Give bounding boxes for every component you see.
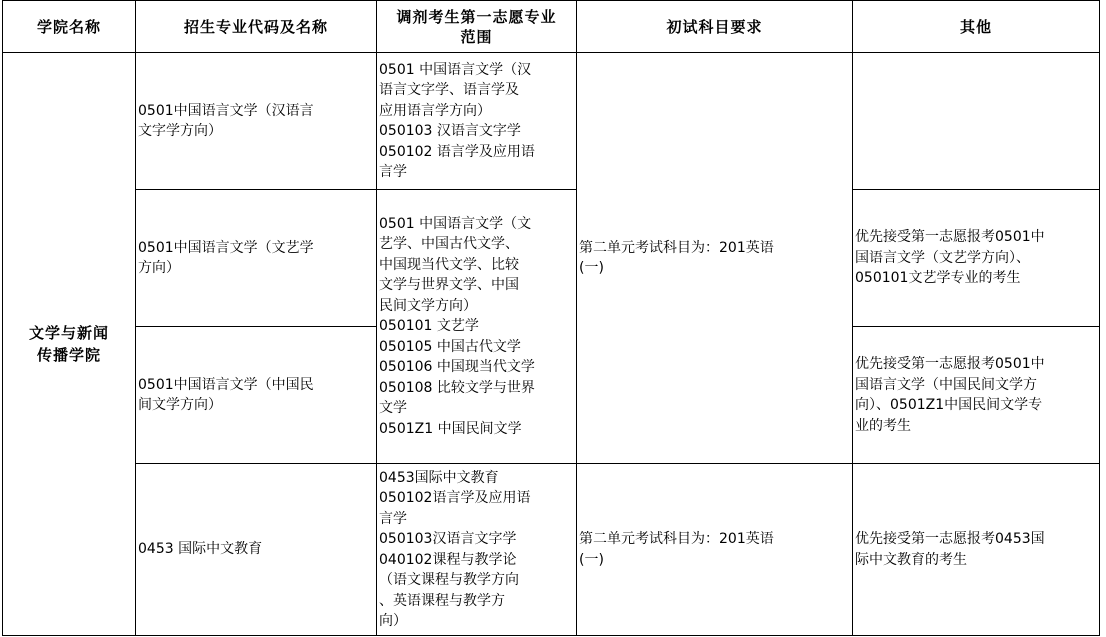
school-name-line: 传播学院 (36, 346, 101, 364)
major-cell (136, 53, 377, 190)
scope-line: 050103 汉语言文字学 (379, 123, 521, 139)
exam-cell (577, 464, 853, 636)
scope-line: 0501 中国语言文学（文 (379, 215, 532, 232)
other-line: 优先接受第一志愿报考0501中 (855, 229, 1045, 246)
major-cell (136, 190, 377, 327)
scope-line: 言学 (379, 164, 407, 180)
scope-line: 050106 中国现当代文学 (379, 359, 535, 376)
other-line: 际中文教育的考生 (855, 551, 967, 568)
header-school: 学院名称 (3, 1, 136, 53)
exam-line: 第二单元考试科目为：201英语 (579, 531, 774, 547)
other-line: 向）、0501Z1中国民间文学专 (855, 397, 1043, 413)
scope-cell (377, 190, 577, 464)
major-line: 0501中国语言文学（中国民 (138, 376, 314, 393)
other-line: 业的考生 (855, 417, 911, 434)
school-name-cell (3, 53, 136, 636)
header-row (3, 1, 1100, 53)
header-exam: 初试科目要求 (577, 1, 853, 53)
school-name-line: 文学与新闻 (28, 324, 109, 342)
scope-line: 0453国际中文教育 (379, 469, 499, 486)
other-line: 国语言文学（文艺学方向）、 (855, 249, 1030, 266)
scope-line: 050108 比较文学与世界 (379, 379, 535, 396)
major-cell (136, 327, 377, 464)
scope-line: 语言文字学、语言学及 (379, 82, 519, 98)
scope-line: 言学 (379, 510, 407, 527)
table-row (3, 53, 1100, 190)
scope-cell (377, 464, 577, 636)
scope-line: （语文课程与教学方向 (379, 572, 519, 588)
other-line: 优先接受第一志愿报考0453国 (855, 531, 1045, 547)
major-line: 间文学方向） (138, 397, 222, 413)
other-cell (853, 53, 1100, 190)
major-cell (136, 464, 377, 636)
major-line: 文字学方向） (138, 123, 222, 139)
other-cell (853, 190, 1100, 327)
other-cell (853, 327, 1100, 464)
header-scope (377, 1, 577, 53)
scope-line: 文学与世界文学、中国 (379, 277, 519, 294)
scope-line: 050103汉语言文字学 (379, 531, 517, 547)
major-line: 0453 国际中文教育 (138, 541, 263, 558)
scope-line: 050102语言学及应用语 (379, 490, 531, 506)
header-scope-line: 范围 (460, 27, 493, 46)
table-row (3, 190, 1100, 327)
header-scope-line: 调剂考生第一志愿专业 (396, 7, 557, 26)
other-line: 050101文艺学专业的考生 (855, 270, 1021, 287)
header-major: 招生专业代码及名称 (136, 1, 377, 53)
exam-line: 第二单元考试科目为：201英语 (579, 239, 774, 256)
other-cell (853, 464, 1100, 636)
other-line: 国语言文学（中国民间文学方 (855, 376, 1037, 393)
scope-line: 艺学、中国古代文学、 (379, 236, 519, 253)
major-line: 0501中国语言文学（汉语言 (138, 102, 314, 119)
table-row (3, 464, 1100, 636)
exam-line: (一) (579, 260, 604, 276)
scope-line: 、英语课程与教学方 (379, 592, 505, 609)
scope-line: 中国现当代文学、比较 (379, 256, 519, 273)
scope-line: 0501Z1 中国民间文学 (379, 420, 522, 437)
scope-line: 050105 中国古代文学 (379, 338, 521, 355)
exam-cell (577, 53, 853, 464)
scope-line: 0501 中国语言文学（汉 (379, 61, 532, 78)
scope-line: 向） (379, 613, 407, 629)
other-line: 优先接受第一志愿报考0501中 (855, 356, 1045, 372)
exam-line: (一) (579, 551, 604, 568)
admissions-table (2, 0, 1100, 636)
scope-line: 040102课程与教学论 (379, 551, 517, 568)
scope-line: 文学 (379, 400, 407, 417)
scope-line: 050102 语言学及应用语 (379, 143, 535, 160)
major-line: 0501中国语言文学（文艺学 (138, 239, 314, 256)
scope-cell (377, 53, 577, 190)
major-line: 方向） (138, 260, 180, 276)
scope-line: 应用语言学方向） (379, 102, 491, 119)
scope-line: 050101 文艺学 (379, 318, 479, 335)
header-other: 其他 (853, 1, 1100, 53)
scope-line: 民间文学方向） (379, 297, 477, 314)
